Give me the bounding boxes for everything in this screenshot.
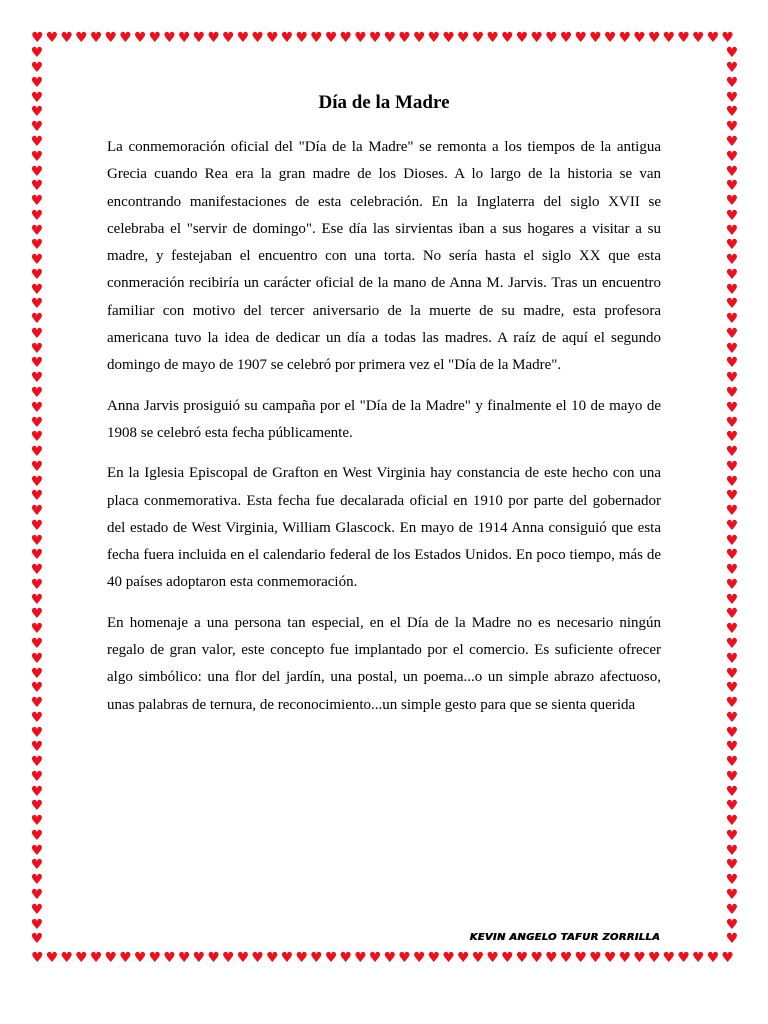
heart-icon: ♥ <box>30 296 44 313</box>
heart-icon: ♥ <box>692 30 705 47</box>
heart-icon: ♥ <box>30 281 44 298</box>
heart-icon: ♥ <box>725 827 739 844</box>
heart-icon: ♥ <box>30 680 44 697</box>
heart-icon: ♥ <box>725 887 739 904</box>
heart-icon: ♥ <box>222 950 235 967</box>
heart-icon: ♥ <box>30 414 44 431</box>
heart-icon: ♥ <box>725 207 739 224</box>
heart-icon: ♥ <box>368 950 382 967</box>
heart-icon: ♥ <box>721 30 734 47</box>
heart-icon: ♥ <box>725 503 739 520</box>
heart-icon: ♥ <box>442 30 455 47</box>
heart-icon: ♥ <box>30 916 44 933</box>
heart-icon: ♥ <box>30 872 44 889</box>
heart-icon: ♥ <box>30 783 44 800</box>
heart-icon: ♥ <box>30 45 44 62</box>
heart-border-top <box>30 31 735 46</box>
heart-icon: ♥ <box>471 950 485 967</box>
heart-icon: ♥ <box>725 89 739 106</box>
heart-icon: ♥ <box>725 340 739 357</box>
heart-icon: ♥ <box>725 370 739 387</box>
heart-icon: ♥ <box>104 30 118 47</box>
heart-icon: ♥ <box>725 414 739 431</box>
heart-icon: ♥ <box>725 488 739 505</box>
heart-icon: ♥ <box>725 399 739 416</box>
heart-icon: ♥ <box>30 931 44 948</box>
heart-icon: ♥ <box>310 950 323 967</box>
heart-icon: ♥ <box>45 30 59 47</box>
heart-icon: ♥ <box>30 355 44 372</box>
heart-icon: ♥ <box>725 473 739 490</box>
heart-icon: ♥ <box>324 950 338 967</box>
heart-icon: ♥ <box>295 950 308 967</box>
heart-icon: ♥ <box>725 222 739 239</box>
heart-icon: ♥ <box>30 709 44 726</box>
heart-icon: ♥ <box>725 872 739 889</box>
heart-icon: ♥ <box>618 30 632 47</box>
heart-icon: ♥ <box>30 207 44 224</box>
heart-icon: ♥ <box>30 163 44 180</box>
heart-icon: ♥ <box>60 30 73 47</box>
heart-border-bottom <box>30 951 735 966</box>
heart-icon: ♥ <box>251 30 264 47</box>
heart-icon: ♥ <box>30 887 44 904</box>
heart-icon: ♥ <box>725 429 739 446</box>
heart-icon: ♥ <box>30 473 44 490</box>
heart-icon: ♥ <box>30 74 44 91</box>
heart-icon: ♥ <box>30 384 44 401</box>
heart-icon: ♥ <box>662 30 676 47</box>
heart-icon: ♥ <box>383 30 397 47</box>
heart-icon: ♥ <box>574 30 588 47</box>
heart-icon: ♥ <box>30 444 44 461</box>
heart-icon: ♥ <box>427 950 441 967</box>
heart-icon: ♥ <box>692 950 705 967</box>
author-signature: KEVIN ANGELO TAFUR ZORRILLA <box>469 932 660 943</box>
heart-icon: ♥ <box>133 950 147 967</box>
heart-icon: ♥ <box>30 768 44 785</box>
heart-icon: ♥ <box>30 813 44 830</box>
heart-icon: ♥ <box>383 950 397 967</box>
heart-icon: ♥ <box>725 104 739 121</box>
heart-icon: ♥ <box>30 325 44 342</box>
heart-icon: ♥ <box>545 950 558 967</box>
heart-icon: ♥ <box>725 193 739 210</box>
heart-icon: ♥ <box>725 532 739 549</box>
heart-icon: ♥ <box>725 724 739 741</box>
heart-icon: ♥ <box>725 45 739 62</box>
heart-icon: ♥ <box>725 754 739 771</box>
heart-icon: ♥ <box>618 950 632 967</box>
heart-icon: ♥ <box>89 950 103 967</box>
heart-icon: ♥ <box>89 30 103 47</box>
heart-icon: ♥ <box>354 30 367 47</box>
heart-icon: ♥ <box>725 458 739 475</box>
heart-icon: ♥ <box>725 148 739 165</box>
heart-icon: ♥ <box>603 30 617 47</box>
heart-icon: ♥ <box>207 950 220 967</box>
heart-icon: ♥ <box>677 950 690 967</box>
heart-icon: ♥ <box>457 30 470 47</box>
heart-icon: ♥ <box>427 30 441 47</box>
heart-icon: ♥ <box>603 950 617 967</box>
heart-icon: ♥ <box>30 857 44 874</box>
heart-icon: ♥ <box>725 798 739 815</box>
heart-icon: ♥ <box>30 133 44 150</box>
heart-icon: ♥ <box>725 252 739 269</box>
heart-icon: ♥ <box>30 340 44 357</box>
heart-icon: ♥ <box>725 650 739 667</box>
heart-icon: ♥ <box>725 857 739 874</box>
heart-icon: ♥ <box>725 325 739 342</box>
heart-icon: ♥ <box>574 950 588 967</box>
heart-icon: ♥ <box>30 89 44 106</box>
heart-icon: ♥ <box>30 252 44 269</box>
heart-icon: ♥ <box>280 950 294 967</box>
heart-icon: ♥ <box>30 695 44 712</box>
heart-icon: ♥ <box>662 950 676 967</box>
heart-icon: ♥ <box>30 517 44 534</box>
heart-icon: ♥ <box>647 30 661 47</box>
heart-icon: ♥ <box>30 665 44 682</box>
heart-icon: ♥ <box>725 60 739 77</box>
heart-icon: ♥ <box>559 30 573 47</box>
heart-icon: ♥ <box>339 950 353 967</box>
heart-icon: ♥ <box>725 931 739 948</box>
heart-icon: ♥ <box>30 606 44 623</box>
heart-border-left <box>30 46 44 947</box>
heart-icon: ♥ <box>545 30 558 47</box>
heart-icon: ♥ <box>633 950 646 967</box>
heart-icon: ♥ <box>530 30 543 47</box>
heart-icon: ♥ <box>119 950 132 967</box>
heart-icon: ♥ <box>501 950 514 967</box>
document-body <box>107 134 661 732</box>
heart-icon: ♥ <box>192 30 206 47</box>
heart-icon: ♥ <box>457 950 470 967</box>
heart-icon: ♥ <box>177 950 191 967</box>
heart-icon: ♥ <box>30 503 44 520</box>
heart-icon: ♥ <box>30 119 44 136</box>
heart-icon: ♥ <box>222 30 235 47</box>
heart-icon: ♥ <box>133 30 147 47</box>
heart-icon: ♥ <box>30 621 44 638</box>
heart-icon: ♥ <box>163 950 176 967</box>
heart-icon: ♥ <box>75 950 88 967</box>
heart-icon: ♥ <box>148 30 162 47</box>
heart-icon: ♥ <box>30 532 44 549</box>
heart-icon: ♥ <box>515 30 529 47</box>
heart-icon: ♥ <box>177 30 191 47</box>
heart-icon: ♥ <box>207 30 220 47</box>
heart-icon: ♥ <box>677 30 690 47</box>
heart-icon: ♥ <box>236 950 250 967</box>
heart-icon: ♥ <box>30 636 44 652</box>
heart-icon: ♥ <box>30 311 44 328</box>
heart-icon: ♥ <box>163 30 176 47</box>
heart-icon: ♥ <box>501 30 514 47</box>
heart-icon: ♥ <box>310 30 323 47</box>
heart-icon: ♥ <box>442 950 455 967</box>
heart-icon: ♥ <box>725 444 739 461</box>
heart-icon: ♥ <box>706 30 720 47</box>
heart-icon: ♥ <box>30 266 44 283</box>
heart-icon: ♥ <box>721 950 734 967</box>
heart-icon: ♥ <box>725 119 739 136</box>
heart-icon: ♥ <box>45 950 59 967</box>
heart-icon: ♥ <box>725 695 739 712</box>
heart-icon: ♥ <box>725 901 739 918</box>
heart-icon: ♥ <box>633 30 646 47</box>
heart-icon: ♥ <box>725 783 739 800</box>
heart-icon: ♥ <box>725 621 739 638</box>
heart-icon: ♥ <box>725 296 739 313</box>
heart-icon: ♥ <box>266 30 279 47</box>
heart-icon: ♥ <box>295 30 308 47</box>
heart-icon: ♥ <box>398 950 411 967</box>
heart-icon: ♥ <box>30 591 44 608</box>
heart-icon: ♥ <box>251 950 264 967</box>
heart-icon: ♥ <box>30 178 44 195</box>
heart-icon: ♥ <box>486 30 499 47</box>
heart-icon: ♥ <box>30 547 44 564</box>
heart-icon: ♥ <box>30 650 44 667</box>
heart-icon: ♥ <box>486 950 499 967</box>
heart-icon: ♥ <box>725 547 739 564</box>
heart-icon: ♥ <box>368 30 382 47</box>
heart-icon: ♥ <box>725 709 739 726</box>
heart-icon: ♥ <box>192 950 206 967</box>
heart-icon: ♥ <box>589 950 602 967</box>
heart-icon: ♥ <box>30 429 44 446</box>
heart-icon: ♥ <box>30 724 44 741</box>
heart-icon: ♥ <box>324 30 338 47</box>
heart-icon: ♥ <box>725 916 739 933</box>
paragraph: En la Iglesia Episcopal de Grafton en West Virginia hay constancia de este hecho con una placa conmemorativa. Esta fecha fue decalarada oficial en 1910 por parte del gobernador del estado de West Virginia, William Glascock. En mayo de 1914 Anna consiguió que esta fecha fuera incluida en el calendario federal de los Estados Unidos. En poco tiempo, más de 40 países adoptaron esta conmemoración. <box>107 465 661 591</box>
heart-icon: ♥ <box>30 60 44 77</box>
paragraph: Anna Jarvis prosiguió su campaña por el "Día de la Madre" y finalmente el 10 de mayo de 1908 se celebró esta fecha públicamente. <box>107 397 661 441</box>
heart-icon: ♥ <box>725 636 739 652</box>
heart-icon: ♥ <box>725 384 739 401</box>
heart-icon: ♥ <box>354 950 367 967</box>
heart-border-right <box>725 46 739 947</box>
heart-icon: ♥ <box>725 311 739 328</box>
heart-icon: ♥ <box>725 680 739 697</box>
document-title: Día de la Madre <box>318 92 450 113</box>
heart-icon: ♥ <box>266 950 279 967</box>
heart-icon: ♥ <box>30 576 44 593</box>
heart-icon: ♥ <box>60 950 73 967</box>
heart-icon: ♥ <box>725 178 739 195</box>
heart-icon: ♥ <box>30 754 44 771</box>
heart-icon: ♥ <box>339 30 353 47</box>
heart-icon: ♥ <box>30 842 44 859</box>
heart-icon: ♥ <box>725 163 739 180</box>
paragraph: La conmemoración oficial del "Día de la Madre" se remonta a los tiempos de la antigua Grecia cuando Rea era la gran madre de los Dioses. A lo largo de la historia se van encontrando manifestaciones de esta celebración. En la Inglaterra del siglo XVII se celebraba el "servir de domingo". Ese día las sirvientas iban a sus hogares a visitar a su madre, y festejaban el encuentro con una torta. No sería hasta el siglo XX que esta conmeración recibiría un carácter oficial de la mano de Anna M. Jarvis. Tras un encuentro familiar con motivo del tercer aniversario de la muerte de su madre, esta profesora americana tuvo la idea de dedicar un día a todas las madres. A raíz de aquí el segundo domingo de mayo de 1907 se celebró por primera vez el "Día de la Madre". <box>107 139 661 374</box>
heart-icon: ♥ <box>725 576 739 593</box>
heart-icon: ♥ <box>589 30 602 47</box>
heart-icon: ♥ <box>30 901 44 918</box>
heart-icon: ♥ <box>515 950 529 967</box>
paragraph: En homenaje a una persona tan especial, en el Día de la Madre no es necesario ningún regalo de gran valor, este concepto fue implantado por el comercio. Es suficiente ofrecer algo simbólico: una flor del jardín, una postal, un poema...o un simple abrazo afectuoso, unas palabras de ternura, de reconocimiento...un simple gesto para que se sienta querida <box>107 614 661 713</box>
heart-icon: ♥ <box>706 950 720 967</box>
heart-icon: ♥ <box>30 148 44 165</box>
heart-icon: ♥ <box>30 488 44 505</box>
heart-icon: ♥ <box>725 517 739 534</box>
heart-icon: ♥ <box>725 266 739 283</box>
heart-icon: ♥ <box>725 842 739 859</box>
heart-icon: ♥ <box>725 281 739 298</box>
heart-icon: ♥ <box>725 813 739 830</box>
heart-icon: ♥ <box>30 798 44 815</box>
heart-icon: ♥ <box>725 591 739 608</box>
heart-icon: ♥ <box>530 950 543 967</box>
heart-icon: ♥ <box>30 370 44 387</box>
heart-icon: ♥ <box>30 399 44 416</box>
heart-icon: ♥ <box>148 950 162 967</box>
heart-icon: ♥ <box>412 950 426 967</box>
heart-icon: ♥ <box>725 355 739 372</box>
heart-icon: ♥ <box>559 950 573 967</box>
heart-icon: ♥ <box>725 739 739 756</box>
heart-icon: ♥ <box>236 30 250 47</box>
heart-icon: ♥ <box>412 30 426 47</box>
heart-icon: ♥ <box>104 950 118 967</box>
heart-icon: ♥ <box>725 665 739 682</box>
heart-icon: ♥ <box>119 30 132 47</box>
heart-icon: ♥ <box>31 950 44 967</box>
heart-icon: ♥ <box>30 562 44 579</box>
heart-icon: ♥ <box>725 74 739 91</box>
heart-icon: ♥ <box>30 827 44 844</box>
heart-icon: ♥ <box>30 739 44 756</box>
heart-icon: ♥ <box>30 104 44 121</box>
heart-icon: ♥ <box>398 30 411 47</box>
heart-icon: ♥ <box>75 30 88 47</box>
heart-icon: ♥ <box>725 133 739 150</box>
heart-icon: ♥ <box>30 193 44 210</box>
heart-icon: ♥ <box>30 222 44 239</box>
heart-icon: ♥ <box>31 30 44 47</box>
heart-icon: ♥ <box>725 606 739 623</box>
heart-icon: ♥ <box>725 562 739 579</box>
heart-icon: ♥ <box>725 237 739 254</box>
heart-icon: ♥ <box>30 458 44 475</box>
heart-icon: ♥ <box>280 30 294 47</box>
heart-icon: ♥ <box>725 768 739 785</box>
heart-icon: ♥ <box>471 30 485 47</box>
heart-icon: ♥ <box>30 237 44 254</box>
heart-icon: ♥ <box>647 950 661 967</box>
